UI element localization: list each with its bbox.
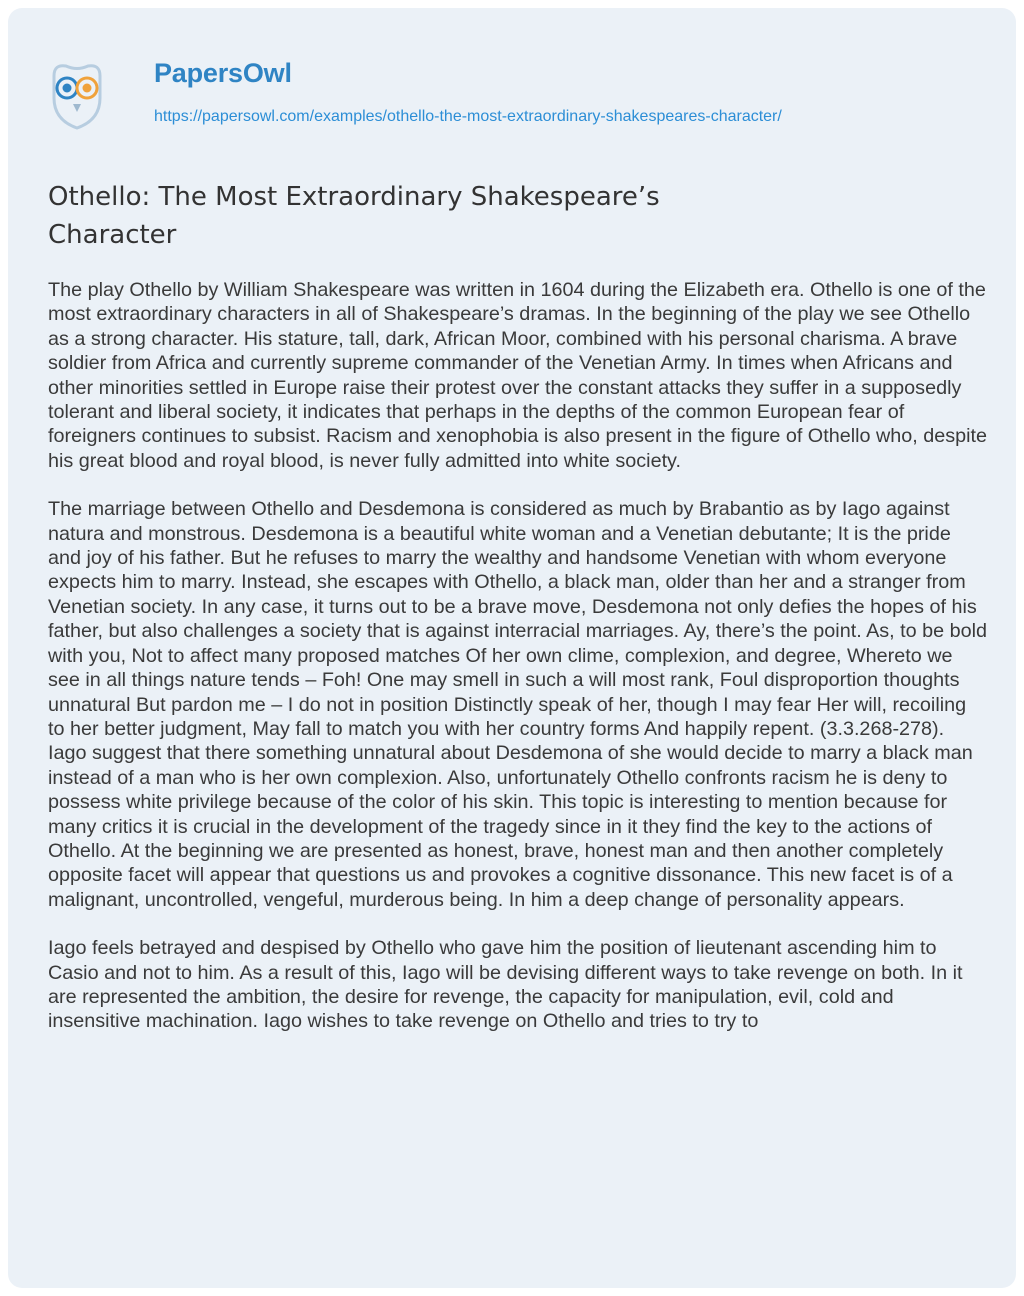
header [48, 40, 988, 140]
source-url-link[interactable]: https://papersowl.com/examples/othello-the-most-extraordinary-shakespeares-character/ [154, 108, 782, 125]
document-page [8, 8, 1016, 1288]
owl-logo-icon[interactable] [48, 62, 106, 130]
paragraph: The play Othello by William Shakespeare was written in 1604 during the Elizabeth era. Othello is one of the most extraordinary characters in all of Shakespeare’s dramas. In the beginning of the play we see Othello as a strong character. His stature, tall, dark, African Moor, combined with his personal charisma. A brave soldier from Africa and currently supreme commander of the Venetian Army. In times when Africans and other minorities settled in Europe raise their protest over the constant attacks they suffer in a supposedly tolerant and liberal society, it indicates that perhaps in the depths of the common European fear of foreigners continues to subsist. Racism and xenophobia is also present in the figure of Othello who, despite his great blood and royal blood, is never fully admitted into white society. [48, 279, 988, 472]
paragraph: The marriage between Othello and Desdemona is considered as much by Brabantio as by Iago against natura and monstrous. Desdemona is a beautiful white woman and a Venetian debutante; It is the pride and joy of his father. But he refuses to marry the wealthy and handsome Venetian with whom everyone expects him to marry. Instead, she escapes with Othello, a black man, older than her and a stranger from Venetian society. In any case, it turns out to be a brave move, Desdemona not only defies the hopes of his father, but also challenges a society that is against interracial marriages. Ay, there’s the point. As, to be bold with you, Not to affect many proposed matches Of her own clime, complexion, and degree, Whereto we see in all things nature tends – Foh! One may smell in such a will most rank, Foul disproportion thoughts unnatural But pardon me – I do not in position Distinctly speak of her, though I may fear Her will, recoiling to her better judgment, May fall to match you with her country forms And happily repent. (3.3.268-278). Iago suggest that there something unnatural about Desdemona of she would decide to marry a black man instead of a man who is her own complexion. Also, unfortunately Othello confronts racism he is deny to possess white privilege because of the color of his skin. This topic is interesting to mention because for many critics it is crucial in the development of the tragedy since in it they find the key to the actions of Othello. At the beginning we are presented as honest, brave, honest man and then another completely opposite facet will appear that questions us and provokes a cognitive dissonance. This new facet is of a malignant, uncontrolled, vengeful, murderous being. In him a deep change of personality appears. [48, 498, 988, 911]
brand-name[interactable]: PapersOwl [154, 58, 292, 88]
article-body [48, 278, 988, 1058]
article-title: Othello: The Most Extraordinary Shakespeare’s Character [48, 182, 660, 250]
paragraph: Iago feels betrayed and despised by Othello who gave him the position of lieutenant ascending him to Casio and not to him. As a result of this, Iago will be devising different ways to take revenge on both. In it are represented the ambition, the desire for revenge, the capacity for manipulation, evil, cold and insensitive machination. Iago wishes to take revenge on Othello and tries to try to [48, 937, 963, 1033]
